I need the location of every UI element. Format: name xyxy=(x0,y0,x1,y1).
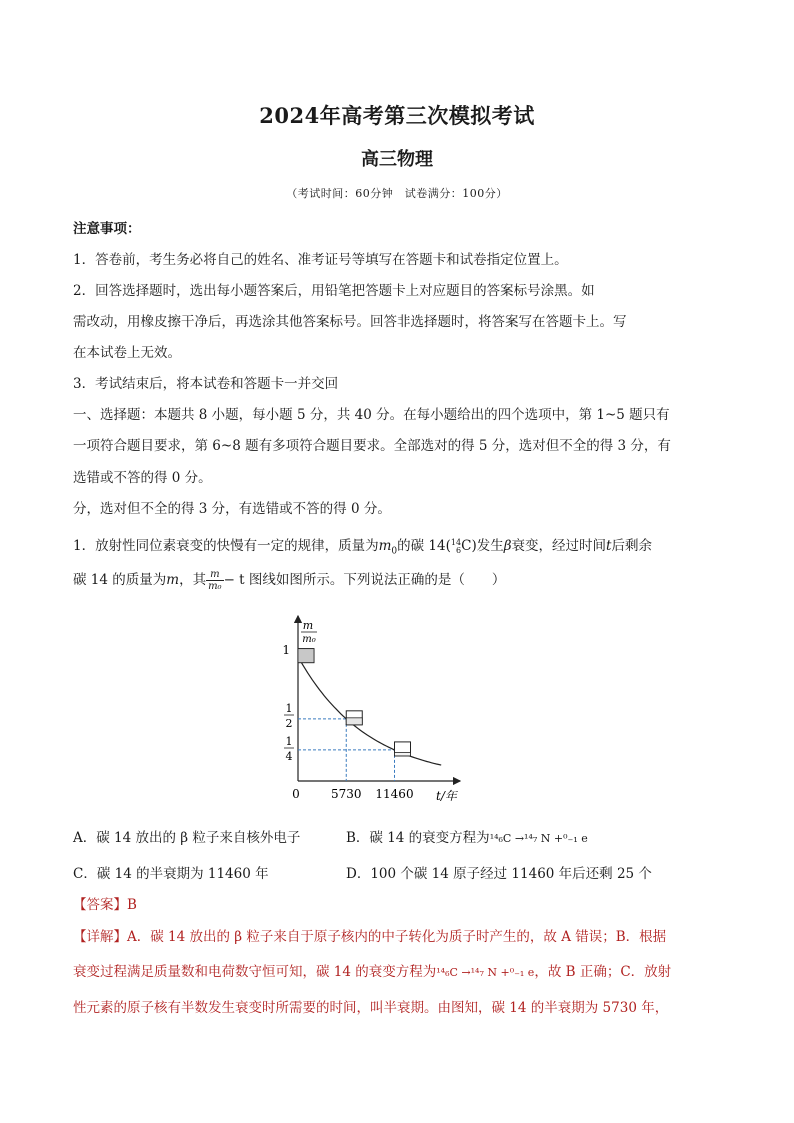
sample-box-2 xyxy=(395,742,411,756)
notice-item-3: 3．考试结束后，将本试卷和答题卡一并交回 xyxy=(73,376,339,392)
stem-text: − t 图线如图所示。下列说法正确的是（ ） xyxy=(223,572,506,588)
y-tick-half xyxy=(284,702,294,730)
mass-symbol: m xyxy=(378,538,392,554)
detail-label: 【详解】 xyxy=(73,929,127,945)
detail-line-3: 性元素的原子核有半数发生衰变时所需要的时间，叫半衰期。由图知，碳 14 的半衰期为 5730 年， xyxy=(73,1000,669,1016)
option-a: A．碳 14 放出的 β 粒子来自核外电子 xyxy=(73,830,301,846)
section-1-line-4: 分，选对但不全的得 3 分，有选错或不答的得 0 分。 xyxy=(73,501,391,517)
svg-text:4: 4 xyxy=(285,750,293,763)
section-1-line-3: 选错或不答的得 0 分。 xyxy=(73,470,212,486)
x-axis-label: t/年 xyxy=(436,789,457,803)
section-1-line-2: 一项符合题目要求，第 6~8 题有多项符合题目要求。全部选对的得 5 分，选对但不全的得 3 分，有 xyxy=(73,438,671,454)
svg-text:1: 1 xyxy=(285,702,293,715)
y-label-numerator: m xyxy=(302,619,314,632)
notice-item-2-line-3: 在本试卷上无效。 xyxy=(73,345,181,361)
y-tick-quarter xyxy=(284,735,294,763)
subject-title: 高三物理 xyxy=(361,149,433,170)
time-symbol: t xyxy=(606,538,612,554)
answer-label: 【答案】B xyxy=(73,897,137,913)
question-1-stem-line-2 xyxy=(73,568,505,592)
sample-box-1 xyxy=(346,711,362,725)
decay-curve xyxy=(298,657,441,765)
stem-text: 衰变，经过时间 xyxy=(511,538,607,554)
stem-text: 碳 14 的质量为 xyxy=(73,572,167,588)
stem-text: 的碳 14 xyxy=(397,538,446,554)
nuclide-symbol: ( 14 6 C) xyxy=(445,537,477,555)
x-tick-5730: 5730 xyxy=(330,787,362,801)
section-1-line-1: 一、选择题：本题共 8 小题，每小题 5 分，共 40 分。在每小题给出的四个选项中，第 1~5 题只有 xyxy=(73,407,670,423)
svg-text:2: 2 xyxy=(285,717,293,730)
decay-chart xyxy=(268,606,468,806)
y-label-denominator: m₀ xyxy=(302,634,316,645)
notice-item-1: 1．答卷前，考生务必将自己的姓名、准考证号等填写在答题卡和试卷指定位置上。 xyxy=(73,252,568,268)
notice-heading: 注意事项： xyxy=(73,221,141,237)
stem-text: ，其 xyxy=(179,572,207,588)
notice-item-2-line-2: 需改动，用橡皮擦干净后，再选涂其他答案标号。回答非选择题时，将答案写在答题卡上。写 xyxy=(73,314,627,330)
exam-info: （考试时间：60分钟 试卷满分：100分） xyxy=(286,187,508,200)
option-c: C．碳 14 的半衰期为 11460 年 xyxy=(73,866,269,882)
notice-item-2-line-1: 2．回答选择题时，选出每小题答案后，用铅笔把答题卡上对应题目的答案标号涂黑。如 xyxy=(73,283,595,299)
question-1-stem-line-1 xyxy=(73,534,652,557)
sample-box-0 xyxy=(298,649,314,663)
x-tick-0: 0 xyxy=(292,787,300,801)
page-title: 2024年高考第三次模拟考试 xyxy=(259,103,535,128)
stem-text: 后剩余 xyxy=(611,538,652,554)
option-b: B．碳 14 的衰变方程为¹⁴₆C →¹⁴₇ N +⁰₋₁ e xyxy=(346,830,588,846)
remaining-mass-symbol: m xyxy=(166,572,180,588)
stem-text: 发生 xyxy=(476,538,504,554)
detail-line-2: 衰变过程满足质量数和电荷数守恒可知，碳 14 的衰变方程为¹⁴₆C →¹⁴₇ N +⁰₋₁ e，故 B 正确；C．放射 xyxy=(73,964,672,980)
beta-symbol: β xyxy=(503,538,512,554)
option-d: D．100 个碳 14 原子经过 11460 年后还剩 25 个 xyxy=(346,866,652,882)
y-tick-1: 1 xyxy=(282,643,290,657)
svg-text:1: 1 xyxy=(285,735,293,748)
x-tick-11460: 11460 xyxy=(375,787,414,801)
stem-text: 1．放射性同位素衰变的快慢有一定的规律，质量为 xyxy=(73,538,379,554)
mass-subscript: 0 xyxy=(391,546,398,557)
mass-ratio-fraction: $\frac{m}{\text{m₀}}$ xyxy=(208,569,222,592)
detail-line-1: 【详解】A．碳 14 放出的 β 粒子来自于原子核内的中子转化为质子时产生的，故 A 错误；B．根据 xyxy=(73,929,667,945)
